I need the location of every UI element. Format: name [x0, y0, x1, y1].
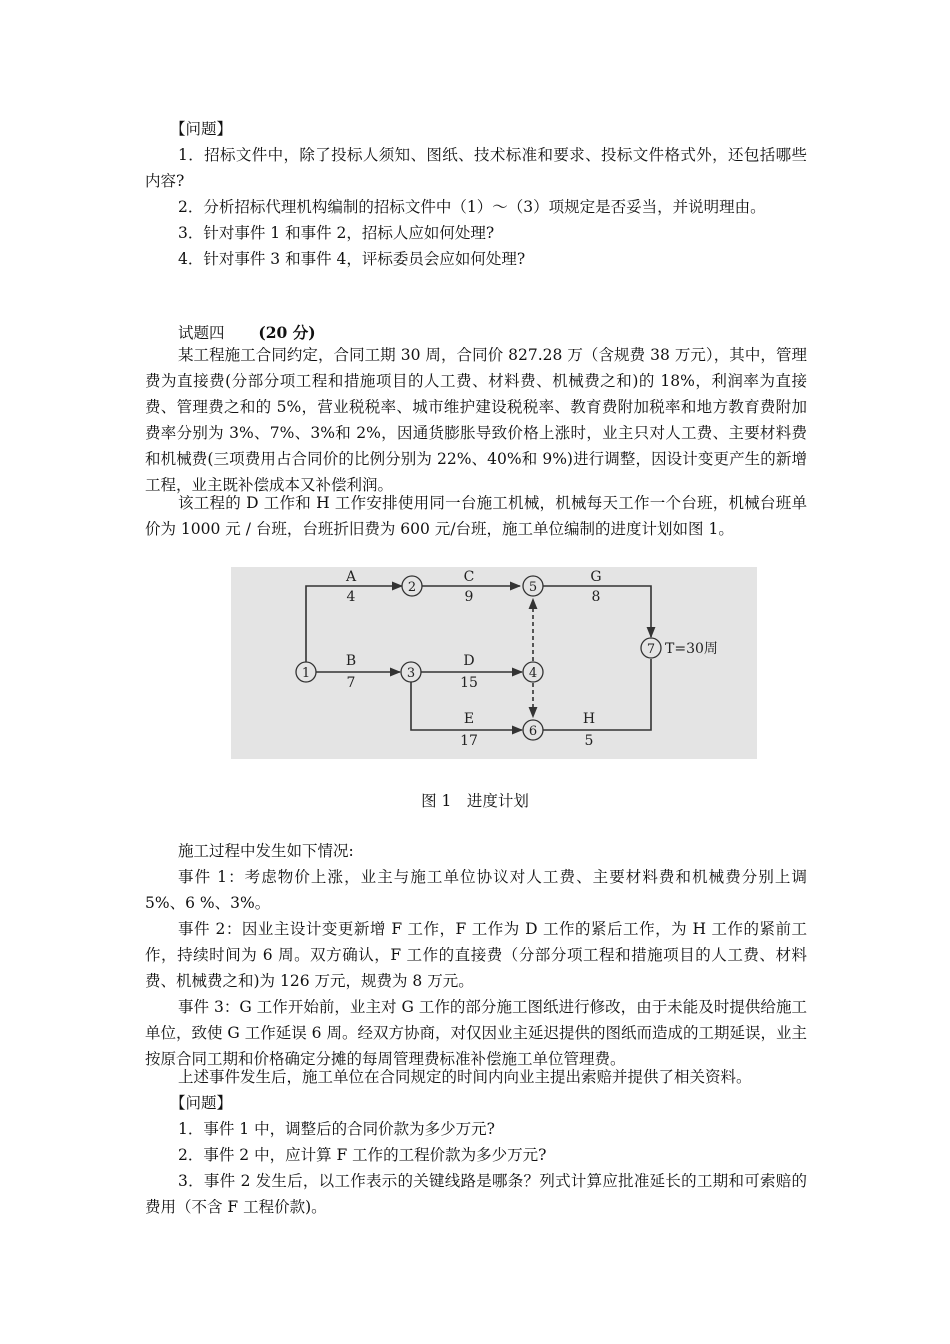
exam-question-score: (20 分): [258, 323, 316, 342]
activity-g-name: G: [590, 569, 602, 585]
node-2-label: 2: [407, 580, 417, 595]
question2-2: 2．事件 2 中，应计算 F 工作的工程价款为多少万元?: [178, 1146, 547, 1164]
questions-header-2: 【问题】: [170, 1094, 233, 1112]
activity-b-duration: 7: [346, 675, 356, 691]
activity-a-name: A: [345, 569, 357, 585]
closing-statement: 上述事件发生后，施工单位在合同规定的时间内向业主提出索赔并提供了相关资料。: [178, 1068, 752, 1086]
activity-e-duration: 17: [460, 733, 478, 749]
situation-intro: 施工过程中发生如下情况:: [178, 842, 354, 860]
activity-b-name: B: [345, 653, 357, 669]
activity-d-name: D: [463, 653, 475, 669]
node-7-label: 7: [646, 642, 656, 657]
event-1: 事件 1：考虑物价上涨，业主与施工单位协议对人工费、主要材料费和机械费分别上调 5%、6 %、3%。: [145, 868, 807, 912]
exam-question-number: 试题四: [178, 324, 225, 342]
activity-a-duration: 4: [346, 589, 356, 605]
question-4: 4．针对事件 3 和事件 4，评标委员会应如何处理?: [178, 250, 526, 268]
activity-c-duration: 9: [464, 589, 474, 605]
node-3-label: 3: [406, 666, 416, 681]
figure-caption: 图 1 进度计划: [421, 792, 529, 810]
node-5-label: 5: [528, 580, 538, 595]
activity-e-name: E: [463, 711, 475, 727]
node-1-label: 1: [301, 666, 311, 681]
activity-c-name: C: [463, 569, 475, 585]
event-3: 事件 3：G 工作开始前，业主对 G 工作的部分施工图纸进行修改，由于未能及时提供给施工单位，致使 G 工作延误 6 周。经双方协商，对仅因业主延迟提供的图纸而造成的工期延误，业主按原合同工期和价格确定分摊的每周管理费标准补偿施工单位管理费。: [145, 998, 807, 1068]
case-description: 某工程施工合同约定，合同工期 30 周，合同价 827.28 万（含规费 38 万元），其中，管理费为直接费(分部分项工程和措施项目的人工费、材料费、机械费之和)的 18%，利润率为直接费、管理费之和的 5%，营业税税率、城市维护建设税税率、教育费附加税率和地方教育费附加费率分别为 3%、7%、3%和 2%，因通货膨胀导致价格上涨时，业主只对人工费、主要材料费和机械费(三项费用占合同价的比例分别为 22%、40%和 9%)进行调整，因设计变更产生的新增工程，业主既补偿成本又补偿利润。: [145, 346, 807, 494]
total-duration-label: T=30周: [665, 641, 718, 657]
activity-h-name: H: [582, 711, 596, 727]
schedule-network-diagram: [231, 567, 757, 759]
question-1: 1．招标文件中，除了投标人须知、图纸、技术标准和要求、投标文件格式外，还包括哪些内容?: [145, 146, 807, 190]
activity-d-duration: 15: [460, 675, 478, 691]
question-3: 3．针对事件 1 和事件 2，招标人应如何处理?: [178, 224, 495, 242]
activity-h-duration: 5: [584, 733, 594, 749]
node-6-label: 6: [528, 724, 538, 739]
machine-description: 该工程的 D 工作和 H 工作安排使用同一台施工机械，机械每天工作一个台班，机械台班单价为 1000 元 / 台班，台班折旧费为 600 元/台班，施工单位编制的进度计划如图 1。: [145, 494, 807, 538]
activity-g-duration: 8: [591, 589, 601, 605]
node-4-label: 4: [528, 666, 538, 681]
questions-header: 【问题】: [170, 120, 233, 138]
question2-1: 1．事件 1 中，调整后的合同价款为多少万元?: [178, 1120, 495, 1138]
question2-3: 3．事件 2 发生后，以工作表示的关键线路是哪条？列式计算应批准延长的工期和可索赔的费用（不含 F 工程价款)。: [145, 1172, 807, 1216]
question-2: 2．分析招标代理机构编制的招标文件中（1）～（3）项规定是否妥当，并说明理由。: [178, 198, 766, 216]
event-2: 事件 2：因业主设计变更新增 F 工作，F 工作为 D 工作的紧后工作，为 H 工作的紧前工作，持续时间为 6 周。双方确认，F 工作的直接费（分部分项工程和措施项目的人工费、材料费、机械费之和)为 126 万元，规费为 8 万元。: [145, 920, 807, 990]
